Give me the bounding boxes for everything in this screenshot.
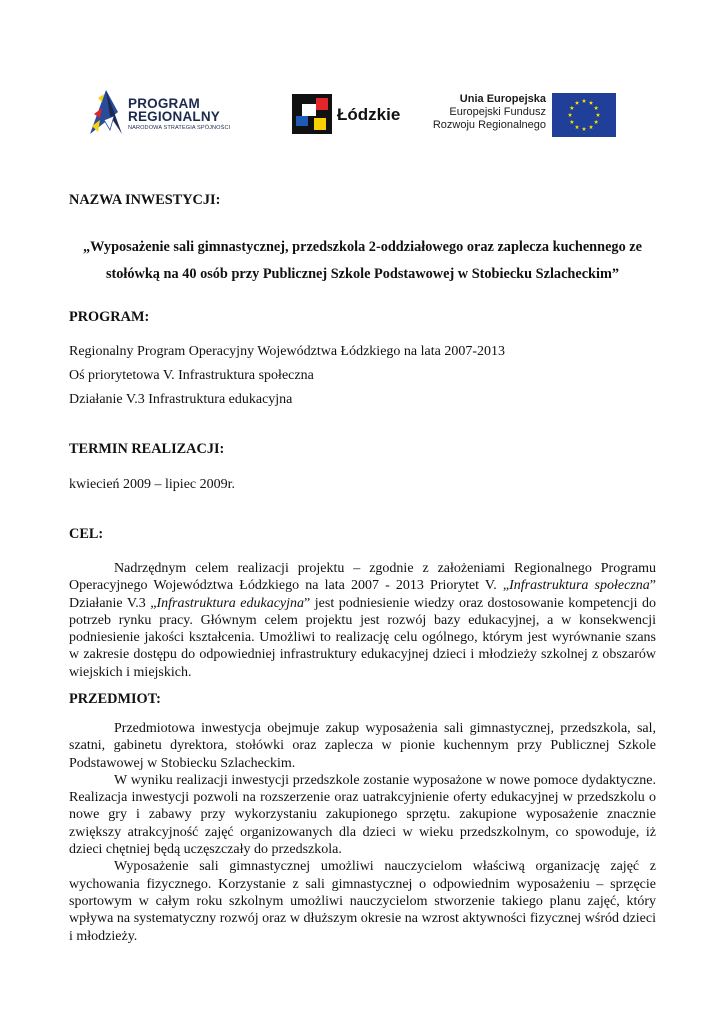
przedmiot-paragraph-3 [69,858,656,944]
przedmiot-section [69,720,656,945]
przedmiot-text-1: Przedmiotowa inwestycja obejmuje zakup wyposażenia sali gimnastycznej, przedszkola, sal, szatni, gabinetu dyrektora, stołówki oraz zaplecza w pionie kuchennym przy Publicznej Szkole Podstawowej w Stobiecku Szlacheckim. [69,721,656,771]
eu-fund-line2: Rozwoju Regionalnego [432,119,546,131]
program-line2: REGIONALNY [128,109,221,124]
heading-program: PROGRAM: [69,309,150,325]
heading-termin-realizacji: TERMIN REALIZACJI: [69,441,225,457]
przedmiot-text-3: Wyposażenie sali gimnastycznej umożliwi nauczycielom właściwą organizację zajęć z wychowania fizycznego. Korzystanie z sali gimnastycznej o odpowiednim wyposażeniu – sprzęcie sportowym w całym roku szkolnym umożliwi nauczycielom stworzenie takiego planu zajęć, który wpływa na systematyczny rozwój oraz w dłuższym okresie na wzrost aktywności fizycznej wśród dzieci i młodzieży. [69,859,656,944]
investment-title-line2: stołówką na 40 osób przy Publicznej Szkole Podstawowej w Stobiecku Szlacheckim” [105,266,620,282]
program-subtitle: NARODOWA STRATEGIA SPÓJNOŚCI [128,125,231,131]
program-name: Regionalny Program Operacyjny Województwa Łódzkiego na lata 2007-2013 [69,344,505,359]
cel-paragraph [69,560,656,681]
przedmiot-text-2: W wyniku realizacji inwestycji przedszkole zostanie wyposażone w nowe pomoce dydaktyczne. Realizacja inwestycji pozwoli na rozszerzenie oraz uatrakcyjnienie oferty edukacyjnej w przedszkolu o nowe gry i zabawy przy wykorzystaniu zakupionego sprzętu. zakupione wyposażenie znacznie zwiększy atrakcyjność zajęć organizowanych dla dzieci w wieku przedszkolnym, co spowoduje, iż dzieci chętniej będą uczęszczały do przedszkola. [69,772,656,858]
program-line1: PROGRAM [128,96,200,111]
cel-text-italic1: Infrastruktura społeczna [509,578,650,594]
program-regionalny-wordmark [128,97,230,132]
przedmiot-paragraph-2 [69,772,656,858]
program-measure: Działanie V.3 Infrastruktura edukacyjna [69,392,293,407]
eu-wordmark [433,92,546,132]
przedmiot-paragraph-1 [69,720,656,772]
program-regionalny-emblem-icon [88,86,126,136]
program-regionalny-logo [88,86,248,142]
lodzkie-logo [292,94,412,136]
program-priority-axis: Oś priorytetowa V. Infrastruktura społeczna [69,368,314,383]
cel-text-b: ” Działanie V.3 „ [69,578,656,611]
eu-title: Unia Europejska [459,93,546,105]
cel-text-c: ” jest podniesienie wiedzy oraz dostosowanie kompetencji do potrzeb rynku pracy. Głównym celem projektu jest rozwój bazy edukacyjnej, a w konsekwencji podniesienie jakości kształcenia. Umożliwi to realizację celu ogólnego, którym jest wyrównanie szans w zakresie dostępu do odpowiedniej infrastruktury edukacyjnej dzieci i młodzieży szkolnej z obszarów wiejskich i miejskich. [69,595,656,680]
lodzkie-emblem-icon [292,94,332,134]
heading-cel: CEL: [69,526,104,542]
eu-flag-icon [552,93,616,137]
investment-title-line1: „Wyposażenie sali gimnastycznej, przedszkola 2-oddziałowego oraz zaplecza kuchennego ze [83,239,642,255]
lodzkie-wordmark: Łódzkie [337,105,401,124]
realization-period: kwiecień 2009 – lipiec 2009r. [69,477,236,492]
eu-fund-line1: Europejski Fundusz [449,106,546,118]
cel-text-italic2: Infrastruktura edukacyjna [156,595,305,611]
investment-title [69,234,656,288]
eu-logo [432,92,622,138]
logo-bar [0,86,724,142]
heading-nazwa-inwestycji: NAZWA INWESTYCJI: [69,192,221,208]
heading-przedmiot: PRZEDMIOT: [69,691,161,707]
cel-text-a: Nadrzędnym celem realizacji projektu – zgodnie z założeniami Regionalnego Programu Operacyjnego Województwa Łódzkiego na lata 2007 - 2013 Priorytet V. „ [69,561,656,594]
